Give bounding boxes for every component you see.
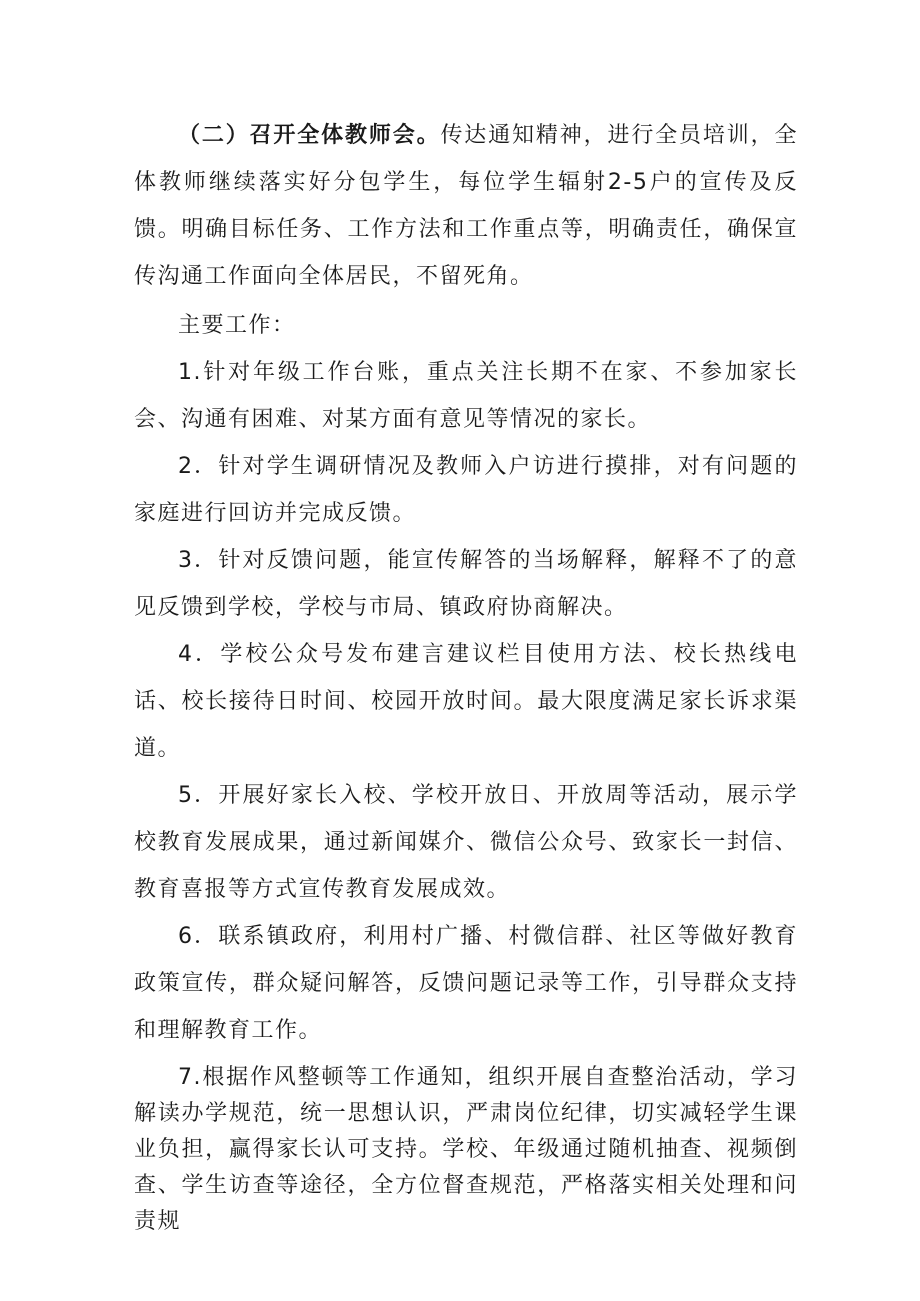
list-item-7: 7.根据作风整顿等工作通知，组织开展自查整治活动，学习解读办学规范，统一思想认识，严肃岗位纪律，切实减轻学生课业负担，赢得家长认可支持。学校、年级通过随机抽查、视频倒查、学生访查等途径，全方位督查规范，严格落实相关处理和问责规: [134, 1065, 798, 1234]
list-item-1: 1.针对年级工作台账，重点关注长期不在家、不参加家长会、沟通有困难、对某方面有意见等情况的家长。: [134, 360, 798, 432]
intro-paragraph: [134, 112, 798, 300]
list-item-3: 3．针对反馈问题，能宣传解答的当场解释，解释不了的意见反馈到学校，学校与市局、镇政府协商解决。: [134, 548, 798, 620]
list-item-2: 2．针对学生调研情况及教师入户访进行摸排，对有问题的家庭进行回访并完成反馈。: [134, 454, 798, 526]
document-body: [134, 112, 798, 1240]
intro-text: 传达通知精神，进行全员培训，全体教师继续落实好分包学生，每位学生辐射2-5户的宣传及反馈。明确目标任务、工作方法和工作重点等，明确责任，确保宣传沟通工作面向全体居民，不留死角。: [134, 123, 798, 289]
list-item-5: 5．开展好家长入校、学校开放日、开放周等活动，展示学校教育发展成果，通过新闻媒介、微信公众号、致家长一封信、教育喜报等方式宣传教育发展成效。: [134, 783, 798, 902]
main-work-label: 主要工作：: [178, 313, 296, 338]
list-item-6: 6．联系镇政府，利用村广播、村微信群、社区等做好教育政策宣传，群众疑问解答，反馈问题记录等工作，引导群众支持和理解教育工作。: [134, 924, 798, 1043]
section-heading: （二）召开全体教师会。: [178, 123, 441, 148]
list-item-4: 4．学校公众号发布建言建议栏目使用方法、校长热线电话、校长接待日时间、校园开放时间。最大限度满足家长诉求渠道。: [134, 642, 798, 761]
